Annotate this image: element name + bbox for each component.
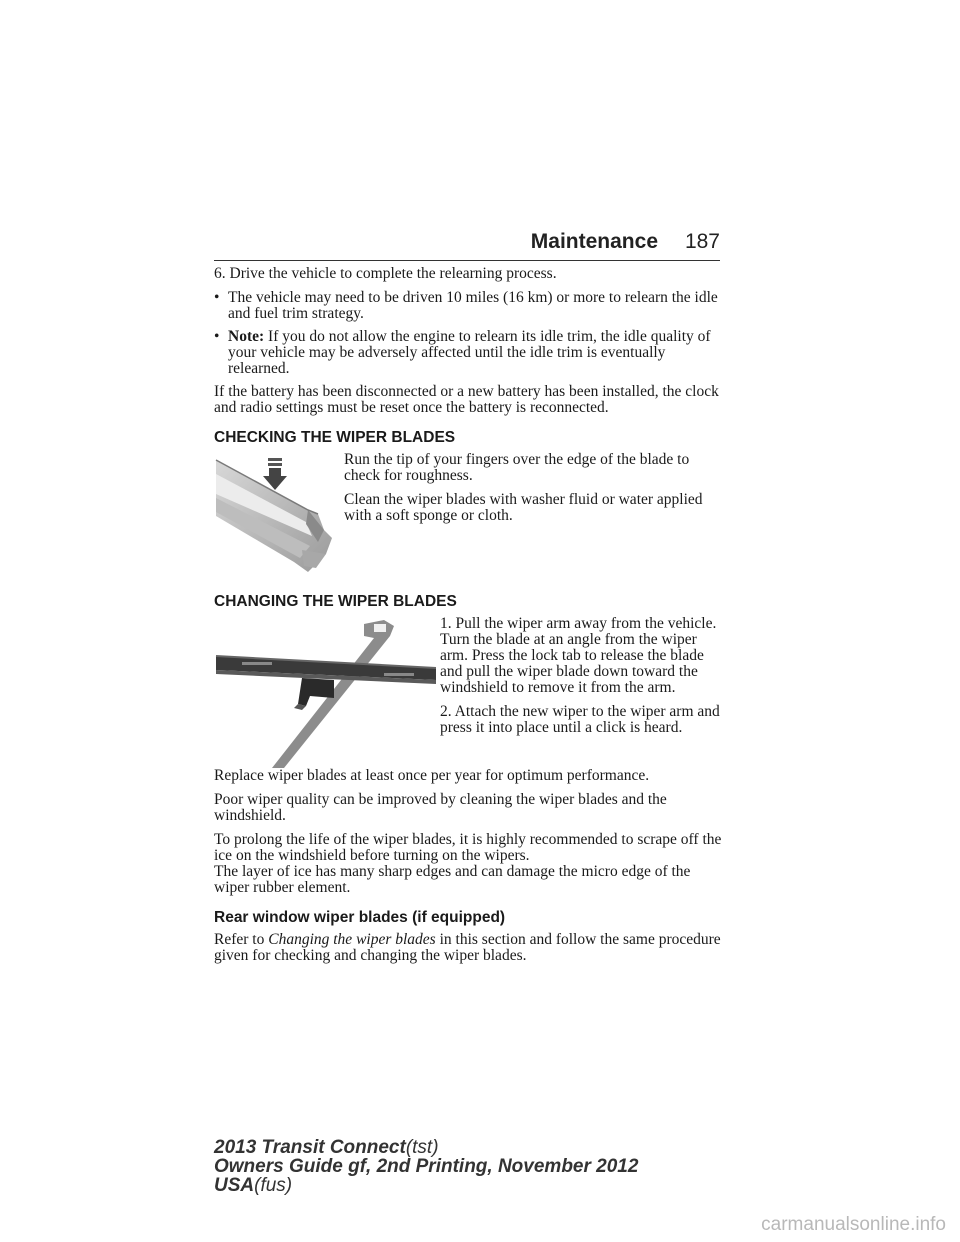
checking-section — [214, 452, 726, 580]
page-header — [214, 226, 720, 261]
battery-note: If the battery has been disconnected or a new battery has been installed, the clock and radio settings must be reset once the battery is reconnected. — [214, 383, 719, 416]
bullet-item — [214, 329, 726, 377]
checking-paragraph-2: Clean the wiper blades with washer fluid or water applied with a soft sponge or cloth. — [344, 491, 703, 524]
bullet-text: If you do not allow the engine to relearn its idle trim, the idle quality of your vehicle may be adversely affected until the idle trim is eventually relearned. — [228, 328, 711, 377]
rear-heading: Rear window wiper blades (if equipped) — [214, 909, 506, 926]
watermark: carmanualsonline.info — [761, 1214, 946, 1235]
changing-heading: CHANGING THE WIPER BLADES — [214, 593, 457, 610]
page-content — [214, 266, 726, 972]
footer-model: 2013 Transit Connect — [214, 1137, 406, 1158]
checking-heading: CHECKING THE WIPER BLADES — [214, 429, 456, 446]
rear-refer-suffix: in this section and follow the same procedure given for checking and changing the wiper blades. — [214, 931, 721, 964]
rear-refer-link-text: Changing the wiper blades — [268, 931, 436, 948]
quality-paragraph: Poor wiper quality can be improved by cleaning the wiper blades and the windshield. — [214, 791, 667, 824]
prolong-paragraph-2: The layer of ice has many sharp edges and can damage the micro edge of the wiper rubber element. — [214, 863, 691, 896]
bullet-icon: • — [214, 328, 220, 345]
bullet-item — [214, 290, 726, 322]
page-number: 187 — [684, 230, 720, 253]
bullet-bold-label: Note: — [228, 328, 265, 345]
footer-model-code: (tst) — [405, 1137, 439, 1158]
replace-paragraph: Replace wiper blades at least once per year for optimum performance. — [214, 767, 650, 784]
bullet-icon: • — [214, 289, 220, 306]
footer-guide: Owners Guide gf, 2nd Printing, November 2012 — [214, 1156, 639, 1177]
rear-refer-prefix: Refer to — [214, 931, 269, 948]
section-title: Maintenance — [530, 230, 658, 253]
wiper-arm-blade-figure-icon — [214, 618, 436, 768]
changing-section — [214, 616, 726, 768]
changing-step-1: 1. Pull the wiper arm away from the vehicle. Turn the blade at an angle from the wiper arm. Press the lock tab to release the blade and pull the wiper blade down toward the windshield to remove it from the arm. — [440, 615, 717, 696]
step-6: 6. Drive the vehicle to complete the relearning process. — [214, 265, 557, 282]
changing-step-2: 2. Attach the new wiper to the wiper arm and press it into place until a click is heard. — [440, 703, 720, 736]
footer-market: USA — [214, 1175, 255, 1196]
prolong-paragraph-1: To prolong the life of the wiper blades, it is highly recommended to scrape off the ice on the windshield before turning on the wipers. — [214, 831, 722, 864]
bullet-text: The vehicle may need to be driven 10 miles (16 km) or more to relearn the idle and fuel trim strategy. — [228, 289, 718, 322]
page-footer — [214, 1138, 638, 1195]
rear-paragraph — [214, 932, 726, 964]
checking-paragraph-1: Run the tip of your fingers over the edge of the blade to check for roughness. — [344, 451, 690, 484]
footer-market-code: (fus) — [254, 1175, 293, 1196]
wiper-blade-edge-figure-icon — [214, 454, 340, 580]
